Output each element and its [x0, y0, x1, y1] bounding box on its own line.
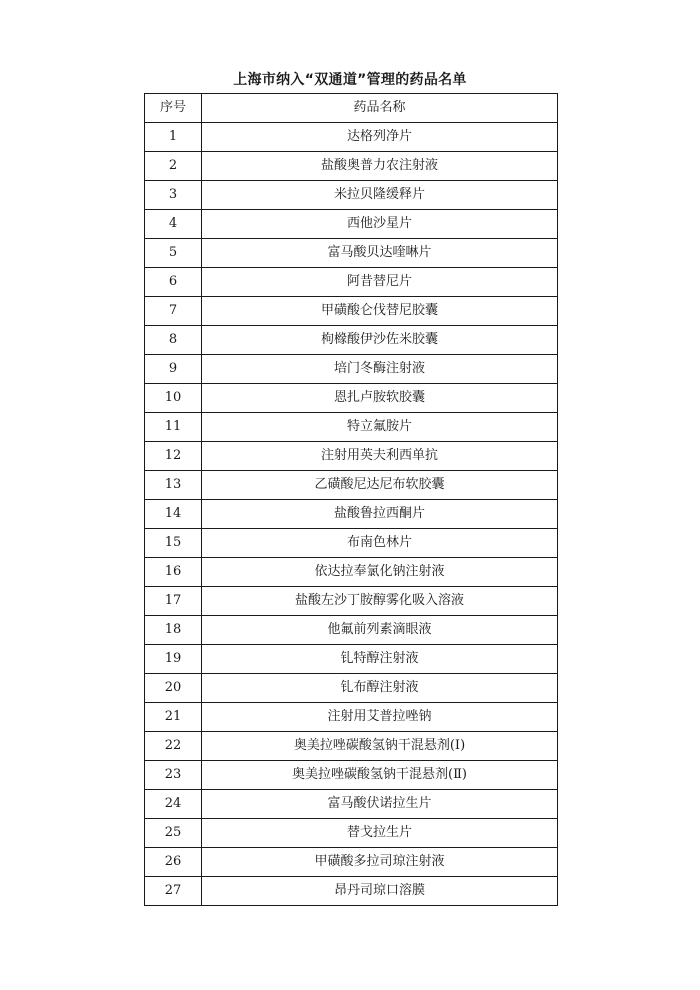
- row-number: 16: [145, 558, 202, 587]
- table-row: [145, 877, 558, 906]
- table-row: [145, 181, 558, 210]
- drug-name: 达格列净片: [202, 123, 558, 152]
- row-number: 12: [145, 442, 202, 471]
- row-number: 25: [145, 819, 202, 848]
- table-row: [145, 674, 558, 703]
- row-number: 27: [145, 877, 202, 906]
- row-number: 9: [145, 355, 202, 384]
- table-row: [145, 442, 558, 471]
- row-number: 23: [145, 761, 202, 790]
- drug-name: 钆布醇注射液: [202, 674, 558, 703]
- drug-name: 富马酸贝达喹啉片: [202, 239, 558, 268]
- drug-name: 盐酸奥普力农注射液: [202, 152, 558, 181]
- row-number: 6: [145, 268, 202, 297]
- drug-name: 替戈拉生片: [202, 819, 558, 848]
- table-row: [145, 268, 558, 297]
- table-row: [145, 123, 558, 152]
- drug-name: 恩扎卢胺软胶囊: [202, 384, 558, 413]
- drug-name: 西他沙星片: [202, 210, 558, 239]
- table-row: [145, 819, 558, 848]
- table-row: [145, 790, 558, 819]
- row-number: 21: [145, 703, 202, 732]
- drug-name: 依达拉奉氯化钠注射液: [202, 558, 558, 587]
- drug-name: 注射用艾普拉唑钠: [202, 703, 558, 732]
- table-row: [145, 703, 558, 732]
- row-number: 1: [145, 123, 202, 152]
- row-number: 14: [145, 500, 202, 529]
- row-number: 3: [145, 181, 202, 210]
- drug-name: 甲磺酸多拉司琼注射液: [202, 848, 558, 877]
- drug-name: 甲磺酸仑伐替尼胶囊: [202, 297, 558, 326]
- table-row: [145, 761, 558, 790]
- row-number: 18: [145, 616, 202, 645]
- row-number: 19: [145, 645, 202, 674]
- row-number: 20: [145, 674, 202, 703]
- row-number: 26: [145, 848, 202, 877]
- table-row: [145, 210, 558, 239]
- table-row: [145, 239, 558, 268]
- drug-name: 奥美拉唑碳酸氢钠干混悬剂(Ⅰ): [202, 732, 558, 761]
- table-row: [145, 529, 558, 558]
- row-number: 10: [145, 384, 202, 413]
- table-header-row: [145, 94, 558, 123]
- table-row: [145, 326, 558, 355]
- drug-name: 他氟前列素滴眼液: [202, 616, 558, 645]
- drug-name: 盐酸左沙丁胺醇雾化吸入溶液: [202, 587, 558, 616]
- drug-name: 昂丹司琼口溶膜: [202, 877, 558, 906]
- table-row: [145, 645, 558, 674]
- table-row: [145, 297, 558, 326]
- table-row: [145, 558, 558, 587]
- row-number: 11: [145, 413, 202, 442]
- row-number: 15: [145, 529, 202, 558]
- table-row: [145, 384, 558, 413]
- drug-name: 奥美拉唑碳酸氢钠干混悬剂(Ⅱ): [202, 761, 558, 790]
- drug-name: 钆特醇注射液: [202, 645, 558, 674]
- table-row: [145, 616, 558, 645]
- drug-name: 乙磺酸尼达尼布软胶囊: [202, 471, 558, 500]
- table-row: [145, 587, 558, 616]
- drug-name: 阿昔替尼片: [202, 268, 558, 297]
- table-row: [145, 152, 558, 181]
- drug-name: 培门冬酶注射液: [202, 355, 558, 384]
- row-number: 22: [145, 732, 202, 761]
- drug-list-table: [144, 93, 558, 906]
- document-title: 上海市纳入“双通道”管理的药品名单: [233, 72, 467, 88]
- drug-name: 米拉贝隆缓释片: [202, 181, 558, 210]
- drug-name: 盐酸鲁拉西酮片: [202, 500, 558, 529]
- drug-name: 富马酸伏诺拉生片: [202, 790, 558, 819]
- table-row: [145, 732, 558, 761]
- row-number: 17: [145, 587, 202, 616]
- row-number: 24: [145, 790, 202, 819]
- drug-name: 特立氟胺片: [202, 413, 558, 442]
- table-row: [145, 848, 558, 877]
- table-row: [145, 500, 558, 529]
- drug-name: 注射用英夫利西单抗: [202, 442, 558, 471]
- drug-name: 枸橼酸伊沙佐米胶囊: [202, 326, 558, 355]
- row-number: 13: [145, 471, 202, 500]
- row-number: 4: [145, 210, 202, 239]
- header-drug-name: 药品名称: [202, 94, 558, 123]
- drug-name: 布南色林片: [202, 529, 558, 558]
- table-row: [145, 355, 558, 384]
- header-serial-number: 序号: [145, 94, 202, 123]
- row-number: 2: [145, 152, 202, 181]
- row-number: 7: [145, 297, 202, 326]
- row-number: 8: [145, 326, 202, 355]
- table-row: [145, 413, 558, 442]
- table-row: [145, 471, 558, 500]
- row-number: 5: [145, 239, 202, 268]
